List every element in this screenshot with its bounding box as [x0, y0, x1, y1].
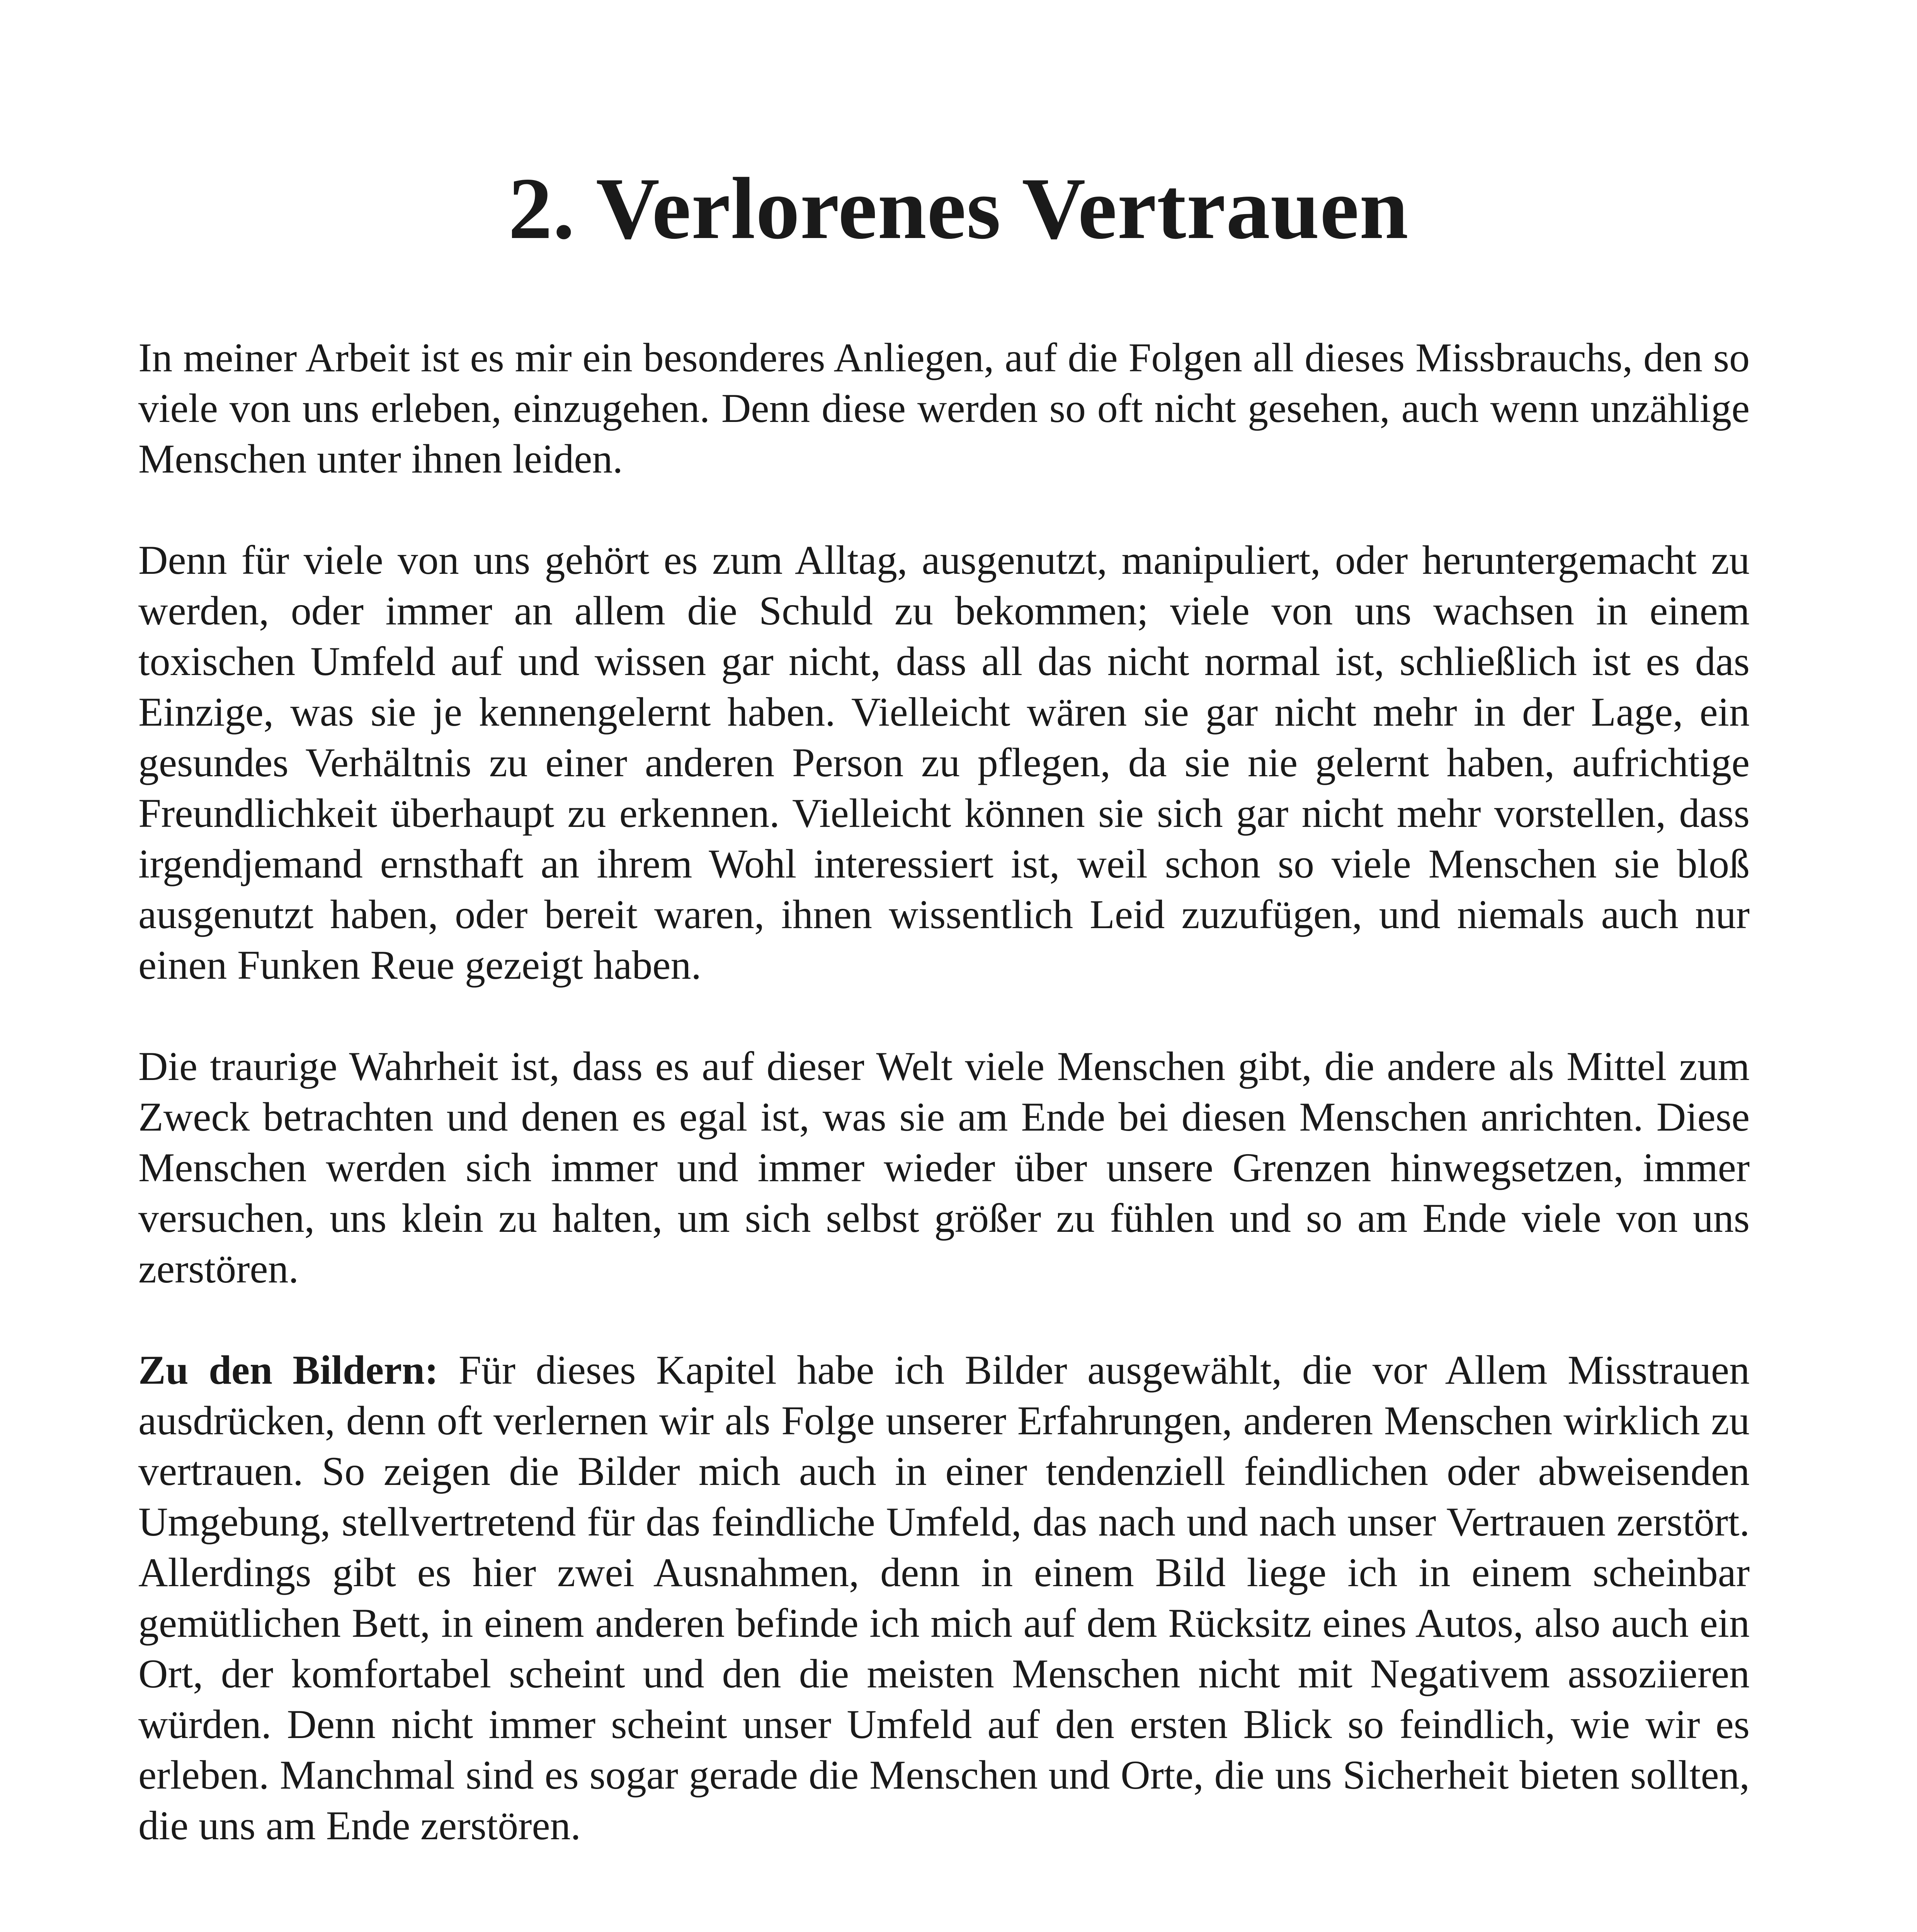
paragraph-1-text: In meiner Arbeit ist es mir ein besonderes Anliegen, auf die Folgen all dieses Missbrauchs, den so viele von uns erleben, einzugehen. Denn diese werden so oft nicht gesehen, auch wenn unzählige Menschen unter ihnen leiden.: [138, 335, 1750, 481]
paragraph-4-text: Für dieses Kapitel habe ich Bilder ausgewählt, die vor Allem Misstrauen ausdrücken, denn oft verlernen wir als Folge unserer Erfahrungen, anderen Menschen wirklich zu vertrauen. So zeigen die Bilder mich auch in einer tendenziell feindlichen oder abweisenden Umgebung, stellvertretend für das feindliche Umfeld, das nach und nach unser Vertrauen zerstört. Allerdings gibt es hier zwei Ausnahmen, denn in einem Bild liege ich in einem scheinbar gemütlichen Bett, in einem anderen befinde ich mich auf dem Rücksitz eines Autos, also auch ein Ort, der komfortabel scheint und den die meisten Menschen nicht mit Negativem assoziieren würden. Denn nicht immer scheint unser Umfeld auf den ersten Blick so feindlich, wie wir es erleben. Manchmal sind es sogar gerade die Menschen und Orte, die uns Sicherheit bieten sollten, die uns am Ende zerstören.: [138, 1347, 1750, 1848]
paragraph-3: [138, 1041, 1750, 1294]
paragraph-4: [138, 1345, 1750, 1851]
paragraph-2-text: Denn für viele von uns gehört es zum Alltag, ausgenutzt, manipuliert, oder heruntergemacht zu werden, oder immer an allem die Schuld zu bekommen; viele von uns wachsen in einem toxischen Umfeld auf und wissen gar nicht, dass all das nicht normal ist, schließlich ist es das Einzige, was sie je kennengelernt haben. Vielleicht wären sie gar nicht mehr in der Lage, ein gesundes Verhältnis zu einer anderen Person zu pflegen, da sie nie gelernt haben, aufrichtige Freundlichkeit überhaupt zu erkennen. Vielleicht können sie sich gar nicht mehr vorstellen, dass irgendjemand ernsthaft an ihrem Wohl interessiert ist, weil schon so viele Menschen sie bloß ausgenutzt haben, oder bereit waren, ihnen wissentlich Leid zuzufügen, und niemals auch nur einen Funken Reue gezeigt haben.: [138, 537, 1750, 988]
paragraph-1: [138, 332, 1750, 484]
paragraph-2: [138, 535, 1750, 990]
chapter-title: 2. Verlorenes Vertrauen: [508, 160, 1409, 257]
paragraph-4-lead: Zu den Bildern:: [138, 1347, 439, 1393]
chapter-body: [138, 332, 1750, 1901]
paragraph-3-text: Die traurige Wahrheit ist, dass es auf dieser Welt viele Menschen gibt, die andere als Mittel zum Zweck betrachten und denen es egal ist, was sie am Ende bei diesen Menschen anrichten. Diese Menschen werden sich immer und immer wieder über unsere Grenzen hinwegsetzen, immer versuchen, uns klein zu halten, um sich selbst größer zu fühlen und so am Ende viele von uns zerstören.: [138, 1044, 1750, 1291]
